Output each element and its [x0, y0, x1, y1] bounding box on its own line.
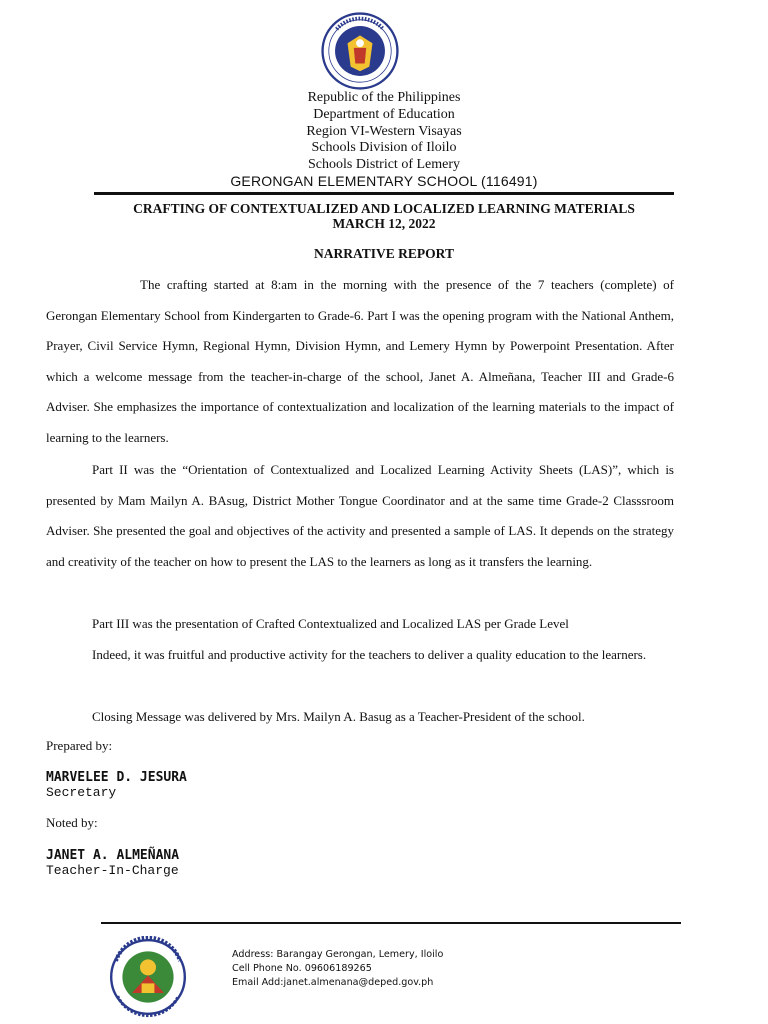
prepared-by-name: MARVELEE D. JESURA [46, 770, 187, 785]
header-department: Department of Education [313, 107, 455, 122]
footer-email: Email Add:janet.almenana@deped.gov.ph [232, 977, 434, 988]
footer-phone: Cell Phone No. 09606189265 [232, 963, 372, 974]
division-seal-icon [100, 936, 196, 1018]
school-name: GERONGAN ELEMENTARY SCHOOL (116491) [230, 173, 538, 189]
prepared-by-label: Prepared by: [46, 738, 113, 753]
prepared-by-position: Secretary [46, 785, 117, 800]
header-division: Schools Division of Iloilo [311, 140, 457, 155]
header-district: Schools District of Lemery [307, 157, 461, 172]
header-region: Region VI-Western Visayas [306, 124, 462, 139]
footer-address: Address: Barangay Gerongan, Lemery, Iloilo [232, 949, 444, 960]
paragraph-part-2: Part II was the “Orientation of Contextualized and Localized Learning Activity Sheets (LAS)”, which is presented by Mam Mailyn A. BAsug, District Mother Tongue Coordinator and at the same time Grade-2 Classsroom Adviser. She presented the goal and objectives of the activity and presented a sample of LAS. It depends on the strategy and creativity of the teacher on how to present the LAS to the learners as long as it transfers the learning. [46, 462, 674, 569]
deped-seal-icon [321, 12, 399, 90]
paragraph-part-1: The crafting started at 8:am in the morning with the presence of the 7 teachers (complete) of Gerongan Elementary School from Kindergarten to Grade-6. Part I was the opening program with the National Anthem, Prayer, Civil Service Hymn, Regional Hymn, Division Hymn, and Lemery Hymn by Powerpoint Presentation. After which a welcome message from the teacher-in-charge of the school, Janet A. Almeñana, Teacher III and Grade-6 Adviser. She emphasizes the importance of contextualization and localization of the learning materials to the impact of learning to the learners. [46, 277, 674, 445]
noted-by-name: JANET A. ALMEÑANA [46, 848, 180, 863]
footer-divider [101, 922, 681, 924]
noted-by-position: Teacher-In-Charge [46, 863, 179, 878]
noted-by-label: Noted by: [46, 815, 98, 830]
paragraph-conclusion: Indeed, it was fruitful and productive activity for the teachers to deliver a quality education to the learners. [92, 647, 647, 662]
document-date: MARCH 12, 2022 [332, 216, 436, 231]
paragraph-closing: Closing Message was delivered by Mrs. Mailyn A. Basug as a Teacher-President of the school. [92, 709, 585, 724]
header-republic: Republic of the Philippines [307, 90, 461, 105]
report-heading: NARRATIVE REPORT [314, 246, 454, 261]
header-divider [94, 192, 674, 195]
document-title: CRAFTING OF CONTEXTUALIZED AND LOCALIZED LEARNING MATERIALS [133, 201, 635, 216]
paragraph-part-3: Part III was the presentation of Crafted Contextualized and Localized LAS per Grade Level [92, 616, 569, 631]
